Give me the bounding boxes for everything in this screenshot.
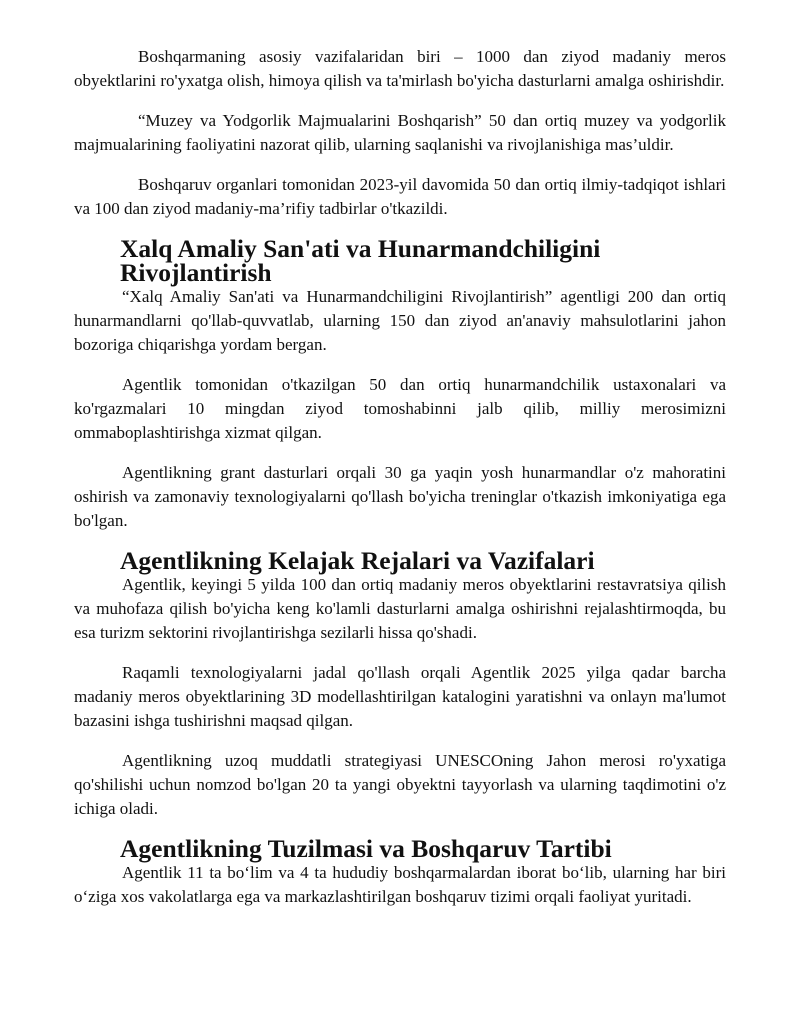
future-plans-paragraph-3: Agentlikning uzoq muddatli strategiyasi UNESCOning Jahon merosi ro'yxatiga qo'shilishi uchun nomzod bo'lgan 20 ta yangi obyektni tayyorlash va ularning taqdimotini o'z ichiga oladi. — [74, 751, 726, 818]
structure-paragraph-1: Agentlik 11 ta bo‘lim va 4 ta hududiy boshqarmalardan iborat bo‘lib, ularning har biri o‘ziga xos vakolatlarga ega va markazlashtirilgan boshqaruv tizimi orqali faoliyat yuritadi. — [74, 863, 726, 906]
crafts-paragraph-3: Agentlikning grant dasturlari orqali 30 ga yaqin yosh hunarmandlar o'z mahoratini oshirish va zamonaviy texnologiyalarni qo'llash bo'yicha treninglar o'tkazish imkoniyatiga ega bo'lgan. — [74, 463, 726, 530]
future-plans-paragraph-2: Raqamli texnologiyalarni jadal qo'llash orqali Agentlik 2025 yilga qadar barcha madaniy meros obyektlarining 3D modellashtirilgan katalogini yaratishni va onlayn ma'lumot bazasini ishga tushirishni maqsad qilgan. — [74, 663, 726, 730]
crafts-paragraph-1: “Xalq Amaliy San'ati va Hunarmandchiligini Rivojlantirish” agentligi 200 dan ortiq hunarmandlarni qo'llab-quvvatlab, ularning 150 dan ziyod an'anaviy mahsulotlarini jahon bozoriga chiqarishga yordam bergan. — [74, 287, 726, 354]
document-page — [74, 45, 726, 909]
intro-paragraph-1: Boshqarmaning asosiy vazifalaridan biri – 1000 dan ziyod madaniy meros obyektlarini ro'yxatga olish, himoya qilish va ta'mirlash bo'yicha dasturlarni amalga oshirishdir. — [74, 47, 726, 90]
intro-paragraph-2: “Muzey va Yodgorlik Majmualarini Boshqarish” 50 dan ortiq muzey va yodgorlik majmualarining faoliyatini nazorat qilib, ularning saqlanishi va rivojlanishiga mas’uldir. — [74, 111, 726, 154]
crafts-paragraph-2: Agentlik tomonidan o'tkazilgan 50 dan ortiq hunarmandchilik ustaxonalari va ko'rgazmalari 10 mingdan ziyod tomoshabinni jalb qilib, milliy merosimizni ommaboplashtirishga xizmat qilgan. — [74, 375, 726, 442]
section-structure — [74, 834, 726, 909]
intro-paragraph-3: Boshqaruv organlari tomonidan 2023-yil davomida 50 dan ortiq ilmiy-tadqiqot ishlari va 100 dan ziyod madaniy-ma’rifiy tadbirlar o'tkazildi. — [74, 175, 726, 218]
section-heading-structure: Agentlikning Tuzilmasi va Boshqaruv Tartibi — [120, 834, 612, 863]
future-plans-paragraph-1: Agentlik, keyingi 5 yilda 100 dan ortiq madaniy meros obyektlarini restavratsiya qilish va muhofaza qilish bo'yicha keng ko'lamli dasturlarni amalga oshirishni rejalashtirmoqda, bu esa turizm sektorini rivojlantirishga sezilarli hissa qo'shadi. — [74, 575, 726, 642]
section-future-plans — [74, 546, 726, 821]
section-heading-crafts: Xalq Amaliy San'ati va Hunarmandchiligini Rivojlantirish — [120, 234, 601, 287]
section-heading-future-plans: Agentlikning Kelajak Rejalari va Vazifalari — [120, 546, 595, 575]
section-crafts — [74, 234, 726, 533]
